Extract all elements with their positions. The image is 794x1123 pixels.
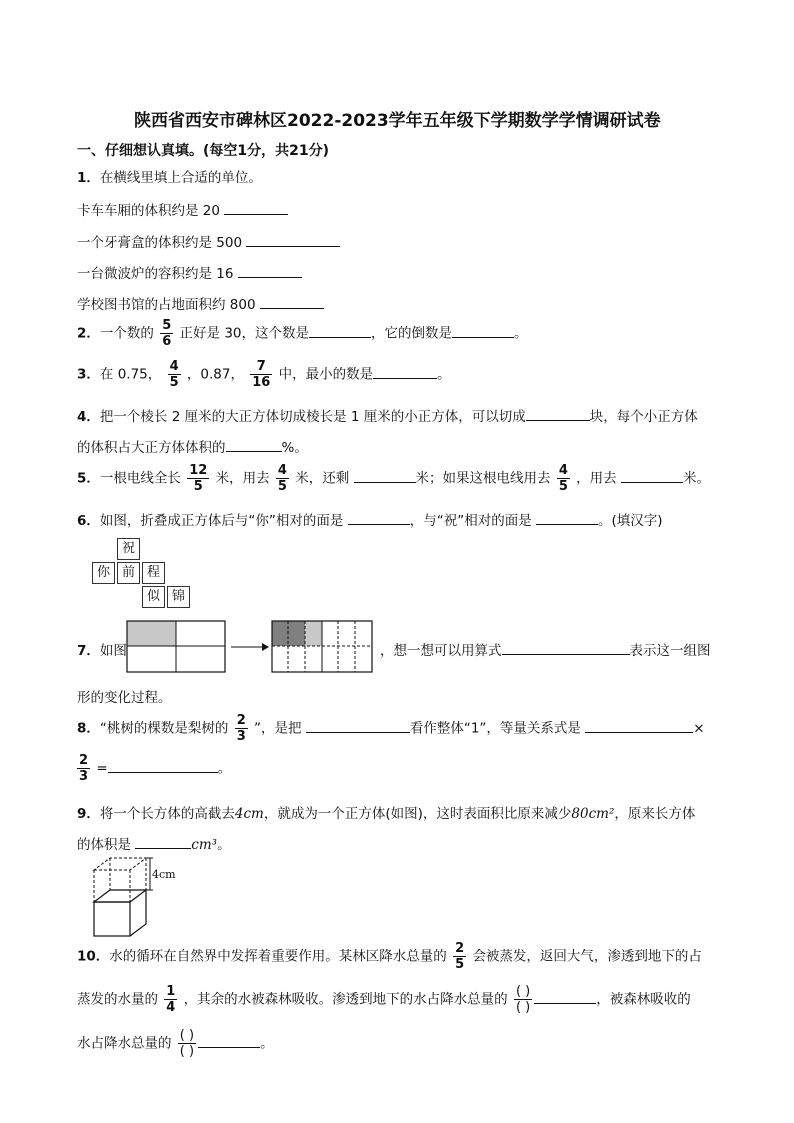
q7-text: 形的变化过程。 [77, 690, 172, 706]
q5-text: 米，用去 [215, 470, 270, 487]
q10-text: ，其余的水被森林吸收。渗透到地下的水占降水总量的 [183, 991, 508, 1008]
q1-line-text: 一个牙膏盒的体积约是 500 [77, 235, 243, 251]
question-number: 1． [77, 170, 100, 186]
q10-text: 蒸发的水量的 [77, 991, 158, 1008]
fraction: $\frac{4}{5}$ [277, 463, 287, 494]
q9-unit: cm³ [191, 837, 218, 853]
answer-blank[interactable] [452, 325, 514, 338]
question-5 [77, 463, 710, 494]
fraction: $\frac{2}{5}$ [455, 941, 465, 972]
answer-blank[interactable] [502, 642, 630, 655]
q1-line-3 [77, 262, 302, 282]
question-4-line-2 [77, 436, 308, 456]
q2-text: ，它的倒数是 [371, 325, 453, 342]
q9-text: ，原来长方体 [614, 806, 696, 822]
q3-text: 在 0.75， [99, 366, 162, 383]
q5-text: ，用去 [576, 470, 617, 487]
question-7-label [77, 639, 127, 659]
question-number: 7． [77, 643, 100, 659]
q5-text: 米；如果这根电线用去 [415, 470, 551, 487]
question-4-line-1 [77, 405, 698, 425]
q2-text: 一个数的 [99, 325, 154, 342]
fraction: $\frac{4}{5}$ [558, 463, 568, 494]
net-cell: 似 [142, 586, 165, 608]
section-1-heading: 一、仔细想认真填。(每空1分，共21分) [77, 143, 330, 159]
question-number: 9． [77, 806, 100, 822]
net-cell: 你 [92, 562, 115, 584]
q5-text: 米，还剩 [295, 470, 350, 487]
question-number: 6． [77, 513, 100, 529]
q9-text: 的体积是 [77, 837, 131, 853]
q3-text: 。 [437, 366, 451, 383]
q4-text: 把一个棱长 2 厘米的大正方体切成棱长是 1 厘米的小正方体，可以切成 [99, 409, 526, 425]
fraction: $\frac{2}{3}$ [79, 753, 89, 784]
q8-text: 看作整体“1”，等量关系式是 [409, 720, 581, 737]
net-cell: 程 [142, 562, 165, 584]
q1-line-1 [77, 199, 288, 219]
q8-text: ”，是把 [254, 720, 302, 737]
fraction: $\frac{1}{4}$ [166, 984, 176, 1015]
answer-blank[interactable] [246, 234, 340, 247]
fraction: $\frac{5}{6}$ [162, 318, 172, 349]
answer-blank[interactable] [534, 991, 596, 1004]
answer-blank[interactable] [309, 325, 371, 338]
fraction: $\frac{2}{3}$ [236, 713, 246, 744]
q9-text: 。 [217, 837, 231, 853]
q1-line-4 [77, 293, 324, 313]
question-number: 2． [77, 325, 100, 342]
question-7-text [380, 639, 711, 659]
q1-line-text: 学校图书馆的占地面积约 800 [77, 297, 256, 313]
cuboid-figure [90, 854, 190, 938]
q9-text: ，就成为一个正方体(如图)，这时表面积比原来减少 [263, 806, 572, 822]
question-9-line-1 [77, 802, 695, 822]
answer-blank[interactable] [526, 408, 590, 421]
answer-blank[interactable] [585, 720, 693, 733]
question-number: 8． [77, 720, 100, 737]
q6-text: ，与“祝”相对的面是 [409, 513, 532, 529]
fraction: $\frac{12}{5}$ [189, 463, 208, 494]
q3-text: 中，最小的数是 [278, 366, 374, 383]
q1-line-2 [77, 231, 340, 251]
answer-blank[interactable] [260, 296, 324, 309]
q1-line-text: 一台微波炉的容积约是 16 [77, 266, 234, 282]
question-number: 4． [77, 409, 100, 425]
q2-text: 正好是 30，这个数是 [179, 325, 310, 342]
question-text: 在横线里填上合适的单位。 [99, 170, 262, 186]
q3-text: ，0.87， [186, 366, 244, 383]
q8-text: “桃树的棵数是梨树的 [99, 720, 229, 737]
question-1 [77, 166, 262, 186]
q4-text: 的体积占大正方体体积的 [77, 440, 226, 456]
q4-text: %。 [281, 440, 308, 456]
net-cell: 前 [117, 562, 140, 584]
answer-blank[interactable] [226, 439, 282, 452]
dimension-label: 4cm [152, 868, 176, 881]
q8-text: = [96, 760, 108, 777]
answer-blank[interactable] [348, 512, 410, 525]
answer-blank[interactable] [621, 470, 683, 483]
q8-text: × [693, 720, 705, 737]
exam-title: 陕西省西安市碑林区2022-2023学年五年级下学期数学学情调研试卷 [134, 111, 661, 131]
fraction-blank[interactable]: $\frac{( )}{( )}$ [179, 1028, 195, 1059]
answer-blank[interactable] [354, 470, 416, 483]
fraction: $\frac{4}{5}$ [169, 359, 179, 390]
question-3 [77, 359, 451, 390]
fraction-blank[interactable]: $\frac{( )}{( )}$ [515, 984, 531, 1015]
q5-text: 米。 [682, 470, 710, 487]
q9-measure: 80cm² [571, 806, 615, 822]
question-8-line-2 [75, 753, 231, 784]
fraction-change-figure [126, 620, 376, 674]
q10-text: ，被森林吸收的 [596, 991, 691, 1008]
shaded-part [127, 621, 176, 646]
net-cell: 锦 [167, 586, 190, 608]
q9-measure: 4cm [234, 806, 264, 822]
question-6 [77, 509, 663, 529]
q9-text: 将一个长方体的高截去 [99, 806, 235, 822]
fraction: $\frac{7}{16}$ [252, 359, 271, 390]
answer-blank[interactable] [536, 512, 598, 525]
q7-text: ，想一想可以用算式 [380, 643, 502, 659]
answer-blank[interactable] [373, 366, 437, 379]
question-10-line-1 [77, 941, 702, 972]
question-number: 5． [77, 470, 100, 487]
question-number: 10． [77, 948, 110, 965]
question-number: 3． [77, 366, 100, 383]
answer-blank[interactable] [224, 202, 288, 215]
q10-text: 水占降水总量的 [77, 1035, 172, 1052]
answer-blank[interactable] [108, 760, 218, 773]
arrow-head [262, 643, 269, 651]
answer-blank[interactable] [135, 836, 191, 849]
q8-text: 。 [217, 760, 232, 777]
q10-text: 会被蒸发，返回大气，渗透到地下的占 [472, 948, 702, 965]
q10-text: 水的循环在自然界中发挥着重要作用。某林区降水总量的 [109, 948, 447, 965]
q6-text: 。(填汉字) [598, 513, 663, 529]
question-2 [77, 318, 528, 349]
light-shaded-part [305, 621, 322, 646]
q7-text: 表示这一组图 [629, 643, 711, 659]
answer-blank[interactable] [238, 265, 302, 278]
q5-text: 一根电线全长 [99, 470, 181, 487]
question-7-line-2 [77, 686, 172, 706]
answer-blank[interactable] [306, 720, 410, 733]
question-8-line-1 [77, 713, 705, 744]
q4-text: 块，每个小正方体 [589, 409, 698, 425]
cube [94, 890, 146, 936]
q1-line-text: 卡车车厢的体积约是 20 [77, 203, 220, 219]
question-10-line-3 [77, 1028, 274, 1059]
q10-text: 。 [260, 1035, 274, 1052]
q6-text: 如图，折叠成正方体后与“你”相对的面是 [99, 513, 344, 529]
question-10-line-2 [77, 984, 691, 1015]
q7-text: 如图 [99, 643, 127, 659]
answer-blank[interactable] [198, 1035, 260, 1048]
net-cell: 祝 [117, 538, 140, 560]
question-9-line-2 [77, 833, 231, 853]
q2-text: 。 [514, 325, 528, 342]
